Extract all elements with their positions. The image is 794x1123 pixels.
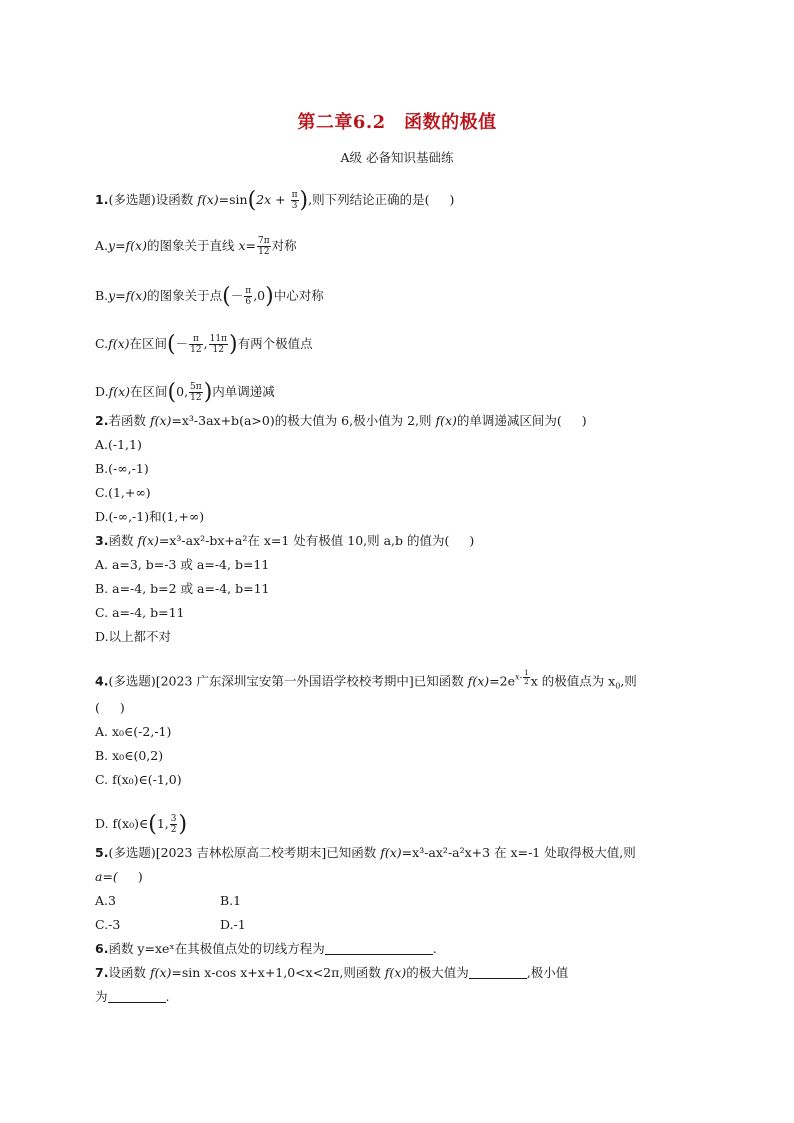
question-1-option-a: A.y=f(x)的图象关于直线 x= $\frac{7\pi}{12}$ 对称 <box>95 236 297 257</box>
question-5-option-d: D.-1 <box>220 917 246 932</box>
question-2-option-d: D.(-∞,-1)和(1,+∞) <box>95 509 205 524</box>
answer-blank[interactable] <box>469 966 527 979</box>
section-subtitle: A级 必备知识基础练 <box>340 150 454 165</box>
fraction: $\frac{\pi}{3}$ <box>291 190 298 211</box>
question-1-option-d: D.f(x)在区间(0, $\frac{5\pi}{12}$ )内单调递减 <box>95 380 275 405</box>
question-number: 3. <box>95 533 109 548</box>
question-3-option-a: A. a=3, b=-3 或 a=-4, b=11 <box>95 557 270 572</box>
question-6-stem: 6.函数 y=xeˣ在其极值点处的切线方程为 . <box>95 941 437 956</box>
exponent: x- $\frac{1}{2}$ <box>515 669 529 686</box>
question-5-option-a: A.3 <box>95 893 116 908</box>
answer-blank[interactable] <box>325 942 433 955</box>
question-1-stem: 1.(多选题)设函数 f(x)=sin(2x + $\frac{\pi}{3}$ ),则下列结论正确的是( ) <box>95 188 455 213</box>
answer-blank[interactable] <box>108 990 166 1003</box>
question-4-option-b: B. x₀∈(0,2) <box>95 748 164 763</box>
question-number: 1. <box>95 192 109 207</box>
fraction: $\frac{5\pi}{12}$ <box>190 382 202 403</box>
fraction: $\frac{11\pi}{12}$ <box>209 334 227 355</box>
question-5-option-c: C.-3 <box>95 917 121 932</box>
fraction: $\frac{3}{2}$ <box>170 814 177 835</box>
question-4-stem: 4.(多选题)[2023 广东深圳宝安第一外国语学校校考期中]已知函数 f(x)=2ex- $\frac{1}{2}$ x 的极值点为 $x_0$,则 <box>95 669 637 691</box>
question-4-answer-paren: ( ) <box>95 700 125 715</box>
page-title: 第二章6.2 函数的极值 <box>297 112 497 133</box>
question-4-option-a: A. x₀∈(-2,-1) <box>95 724 172 739</box>
question-4-option-d: D. f(x₀)∈(1, $\frac{3}{2}$ ) <box>95 812 188 837</box>
question-1-option-c: C.f(x)在区间(－ $\frac{\pi}{12}$ , $\frac{11\pi}{12}$ )有两个极值点 <box>95 332 313 357</box>
question-5-option-b: B.1 <box>220 893 242 908</box>
question-7-stem: 7.设函数 f(x)=sin x-cos x+x+1,0<x<2π,则函数 f(x)的极大值为 ,极小值 <box>95 965 569 980</box>
question-number: 4. <box>95 673 109 689</box>
fraction: $\frac{7\pi}{12}$ <box>258 236 270 257</box>
question-2-option-a: A.(-1,1) <box>95 437 142 452</box>
fraction: $\frac{\pi}{6}$ <box>245 286 252 307</box>
question-number: 2. <box>95 413 109 428</box>
question-3-option-c: C. a=-4, b=11 <box>95 605 185 620</box>
fraction: $\frac{\pi}{12}$ <box>190 334 202 355</box>
question-3-stem: 3.函数 f(x)=x³-ax²-bx+a²在 x=1 处有极值 10,则 a,b 的值为( ) <box>95 533 475 548</box>
question-2-option-b: B.(-∞,-1) <box>95 461 149 476</box>
question-5-stem-continued: a=( ) <box>95 869 143 884</box>
question-number: 5. <box>95 845 109 860</box>
question-number: 6. <box>95 941 109 956</box>
question-4-option-c: C. f(x₀)∈(-1,0) <box>95 772 182 787</box>
question-7-stem-continued: 为 . <box>95 989 170 1004</box>
question-1-option-b: B.y=f(x)的图象关于点(－ $\frac{\pi}{6}$ ,0)中心对称 <box>95 284 324 309</box>
question-3-option-b: B. a=-4, b=2 或 a=-4, b=11 <box>95 581 270 596</box>
question-5-stem: 5.(多选题)[2023 吉林松原高二校考期末]已知函数 f(x)=x³-ax²-a²x+3 在 x=-1 处取得极大值,则 <box>95 845 636 860</box>
question-number: 7. <box>95 965 109 980</box>
question-2-stem: 2.若函数 f(x)=x³-3ax+b(a>0)的极大值为 6,极小值为 2,则 f(x)的单调递减区间为( ) <box>95 413 587 428</box>
question-2-option-c: C.(1,+∞) <box>95 485 151 500</box>
question-3-option-d: D.以上都不对 <box>95 629 172 644</box>
